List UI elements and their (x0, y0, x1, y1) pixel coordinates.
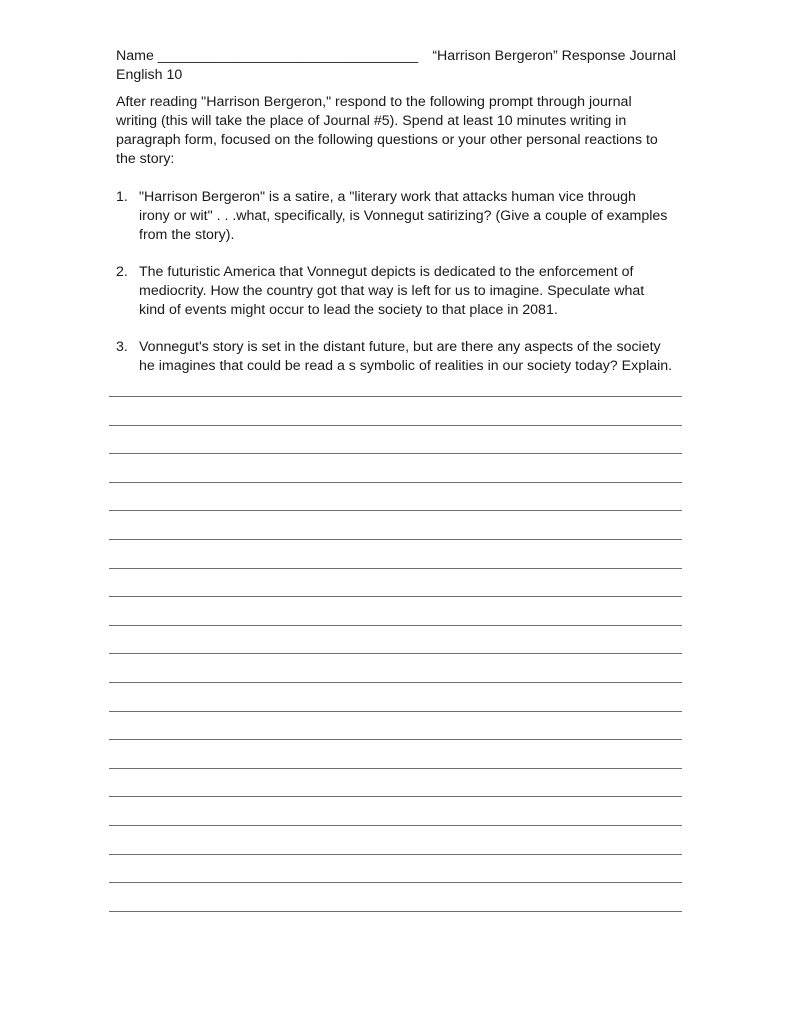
writing-line (109, 911, 682, 912)
intro-line: paragraph form, focused on the following questions or your other personal reactions to (116, 132, 658, 148)
question-list (116, 188, 681, 394)
question-text-line: The futuristic America that Vonnegut depicts is dedicated to the enforcement of (139, 264, 634, 280)
intro-line: the story: (116, 151, 175, 167)
journal-title: “Harrison Bergeron” Response Journal (432, 48, 676, 64)
intro-line: After reading "Harrison Bergeron," respond to the following prompt through journal (116, 94, 632, 110)
header (116, 47, 676, 66)
question-item (116, 188, 681, 245)
course-label: English 10 (116, 67, 183, 83)
writing-line (109, 653, 682, 654)
writing-line (109, 568, 682, 569)
question-text-line: irony or wit" . . .what, specifically, is Vonnegut satirizing? (Give a couple of examples (139, 208, 668, 224)
question-text-line: mediocrity. How the country got that way is left for us to imagine. Speculate what (139, 283, 645, 299)
question-number: 1. (116, 189, 128, 205)
writing-line (109, 682, 682, 683)
writing-line (109, 854, 682, 855)
name-field: Name _________________________________ (116, 48, 419, 64)
writing-line (109, 396, 682, 397)
writing-line (109, 625, 682, 626)
writing-line (109, 510, 682, 511)
question-item (116, 338, 681, 376)
writing-line (109, 596, 682, 597)
question-item (116, 263, 681, 320)
writing-line (109, 539, 682, 540)
question-text-line: he imagines that could be read a s symbolic of realities in our society today? Explain. (139, 358, 673, 374)
writing-line (109, 796, 682, 797)
writing-line (109, 482, 682, 483)
question-number: 3. (116, 339, 128, 355)
writing-line (109, 453, 682, 454)
writing-line (109, 825, 682, 826)
writing-line (109, 768, 682, 769)
intro-paragraph (116, 93, 676, 169)
intro-line: writing (this will take the place of Journal #5). Spend at least 10 minutes writing in (116, 113, 627, 129)
question-number: 2. (116, 264, 128, 280)
writing-line (109, 711, 682, 712)
question-text-line: "Harrison Bergeron" is a satire, a "literary work that attacks human vice through (139, 189, 636, 205)
question-text-line: from the story). (139, 227, 235, 243)
question-text-line: kind of events might occur to lead the society to that place in 2081. (139, 302, 558, 318)
writing-lines (109, 396, 682, 939)
writing-line (109, 739, 682, 740)
writing-line (109, 425, 682, 426)
writing-line (109, 882, 682, 883)
question-text-line: Vonnegut's story is set in the distant future, but are there any aspects of the society (139, 339, 661, 355)
